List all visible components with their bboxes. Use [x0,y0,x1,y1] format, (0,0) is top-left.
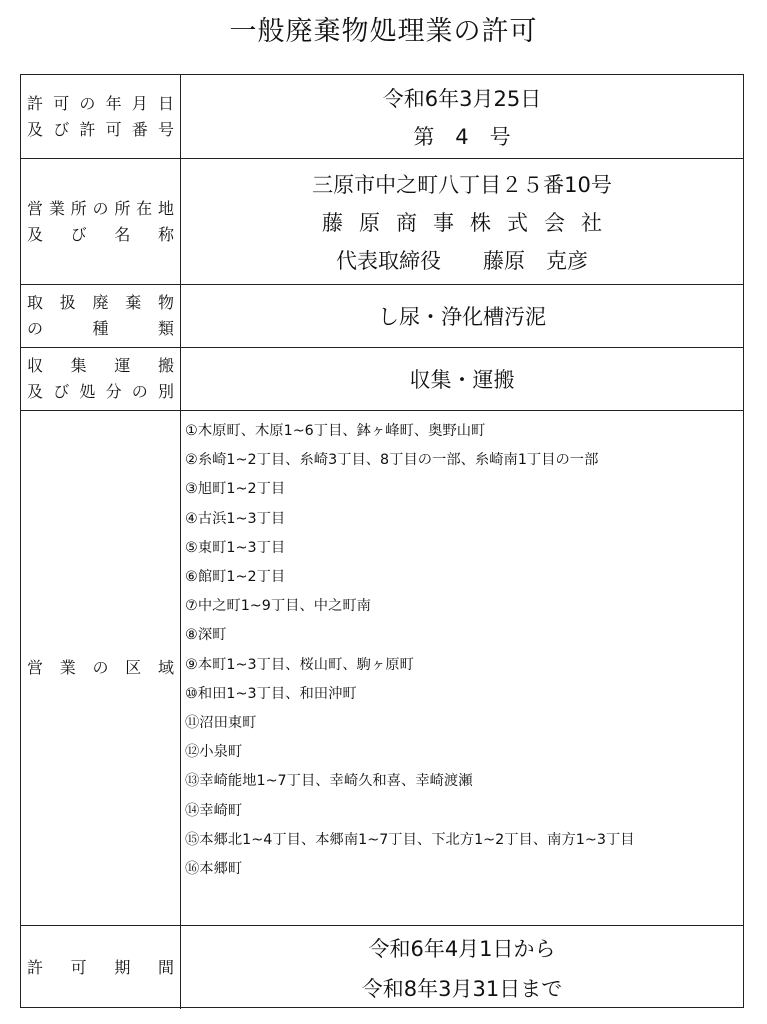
representative: 代表取締役 藤原 克彦 [336,248,588,273]
value-permit-period [181,926,743,1009]
value-office [181,159,743,284]
row-waste-type [21,285,743,348]
list-item: ⑫小泉町 [185,744,243,761]
value-permit-date [181,75,743,158]
row-office [21,159,743,285]
area-list [185,417,743,884]
label-collection [21,348,181,410]
value-collection [181,348,743,410]
list-item: ①木原町、木原1~6丁目、鉢ヶ峰町、奥野山町 [185,423,486,439]
label-line: 及び許可番号 [27,119,176,139]
list-item: ⑩和田1~3丁目、和田沖町 [185,685,357,702]
period-end: 令和8年3月31日まで [361,976,563,1001]
list-item: ⑨本町1~3丁目、桜山町、駒ヶ原町 [185,656,414,673]
label-line: の 種 類 [27,319,176,338]
list-item: ⑮本郷北1~4丁目、本郷南1~7丁目、下北方1~2丁目、南方1~3丁目 [185,831,635,848]
label-line: 収 集 運 搬 [27,356,176,375]
label-business-area [21,411,181,925]
list-item: ③旭町1~2丁目 [185,481,286,498]
label-waste-type [21,285,181,347]
label-line: 営業所の所在地 [27,198,176,218]
list-item: ⑯本郷町 [185,861,243,878]
label-line: 取扱廃棄物 [27,293,176,312]
office-address: 三原市中之町八丁目２５番10号 [312,172,612,197]
list-item: ⑤東町1~3丁目 [185,539,286,556]
list-item: ②糸崎1~2丁目、糸崎3丁目、8丁目の一部、糸崎南1丁目の一部 [185,452,599,469]
permit-number: 第 4 号 [413,124,511,149]
label-permit-date [21,75,181,158]
row-permit-period [21,926,743,1009]
permit-table [20,74,744,1008]
row-collection [21,348,743,411]
permit-date: 令和6年3月25日 [382,86,542,111]
row-business-area [21,411,743,926]
list-item: ⑧深町 [185,627,227,644]
label-line: 及 び 名 称 [27,224,176,244]
label-permit-period [21,926,181,1009]
label-line: 及び処分の別 [27,382,176,401]
company-name: 藤原商事株式会社 [322,210,618,235]
collection-type: 収集・運搬 [409,368,515,392]
list-item: ⑭幸崎町 [185,802,243,819]
period-start: 令和6年4月1日から [368,936,556,961]
list-item: ⑪沼田東町 [185,715,257,732]
list-item: ④古浜1~3丁目 [185,510,286,527]
row-permit-date [21,75,743,159]
waste-type: し尿・浄化槽汚泥 [378,305,546,329]
label-line: 営業の区域 [27,658,176,677]
list-item: ⑥館町1~2丁目 [185,569,286,586]
label-line: 許可の年月日 [27,93,176,113]
page-title: 一般廃棄物処理業の許可 [229,16,538,47]
value-waste-type [181,285,743,347]
label-line: 許可期間 [27,957,176,977]
label-office [21,159,181,284]
list-item: ⑦中之町1~9丁目、中之町南 [185,598,371,615]
list-item: ⑬幸崎能地1~7丁目、幸崎久和喜、幸崎渡瀬 [185,773,473,790]
